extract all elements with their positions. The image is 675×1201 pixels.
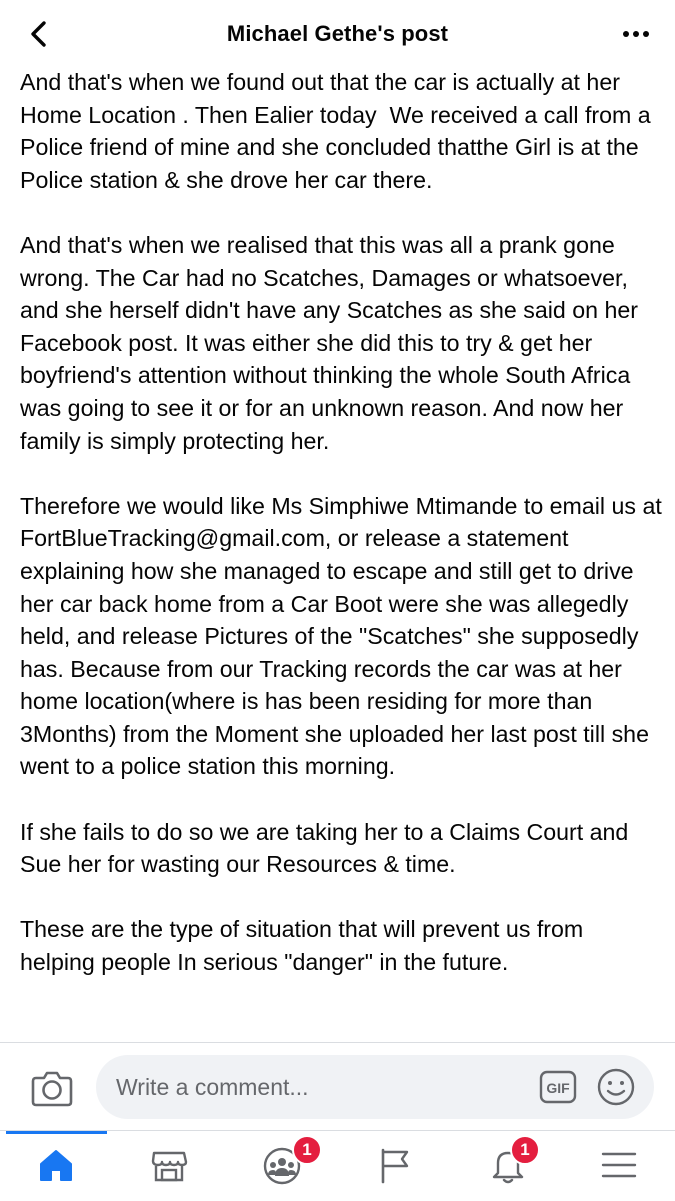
- more-options-icon[interactable]: [621, 22, 651, 46]
- tab-pages[interactable]: [339, 1131, 451, 1201]
- camera-icon[interactable]: [30, 1068, 74, 1108]
- hamburger-menu-icon: [599, 1145, 639, 1185]
- page-title: Michael Gethe's post: [226, 21, 449, 46]
- emoji-icon[interactable]: [596, 1067, 636, 1107]
- post-paragraph: If she fails to do so we are taking her to a Claims Court and Sue her for wasting our Resources & time.: [20, 818, 635, 878]
- post-paragraph: These are the type of situation that will prevent us from helping people In serious "danger" in the future.: [20, 916, 590, 976]
- tab-menu[interactable]: [563, 1131, 675, 1201]
- notifications-badge: 1: [510, 1135, 540, 1165]
- flag-icon: [375, 1145, 415, 1185]
- tab-groups[interactable]: [226, 1131, 338, 1201]
- bottom-tab-bar: [0, 1130, 675, 1201]
- tab-notifications[interactable]: [452, 1131, 564, 1201]
- post-paragraph: And that's when we found out that the car is actually at her Home Location . Then Ealier today We received a call from a Police friend of mine and she concluded thatthe Girl is at the Police station & she drove her car there.: [20, 69, 658, 193]
- post-header: [0, 0, 675, 68]
- post-body: [20, 66, 669, 1011]
- marketplace-icon: [149, 1145, 189, 1185]
- tab-marketplace[interactable]: [113, 1131, 225, 1201]
- groups-badge: 1: [292, 1135, 322, 1165]
- home-icon: [36, 1145, 76, 1185]
- gif-icon[interactable]: [538, 1069, 578, 1105]
- tab-home[interactable]: [0, 1131, 112, 1201]
- back-chevron-icon[interactable]: [24, 18, 56, 50]
- post-paragraph: Therefore we would like Ms Simphiwe Mtimande to email us at FortBlueTracking@gmail.com, or release a statement explaining how she managed to escape and still get to drive her car back home from a Car Boot were she was allegedly held, and release Pictures of the "Scatches" she supposedly has. Because from our Tracking records the car was at her home location(where is has been residing for more than 3Months) from the Moment she uploaded her last post till she went to a police station this morning.: [20, 492, 669, 780]
- post-paragraph: And that's when we realised that this was all a prank gone wrong. The Car had no Scatches, Damages or whatsoever, and she herself didn't have any Scatches as she said on her Facebook post. It was either she did this to try & get her boyfriend's attention without thinking the whole South Africa was going to see it or for an unknown reason. And now her family is simply protecting her.: [20, 231, 645, 454]
- gif-label: GIF: [546, 1080, 570, 1096]
- comment-composer: [0, 1043, 675, 1130]
